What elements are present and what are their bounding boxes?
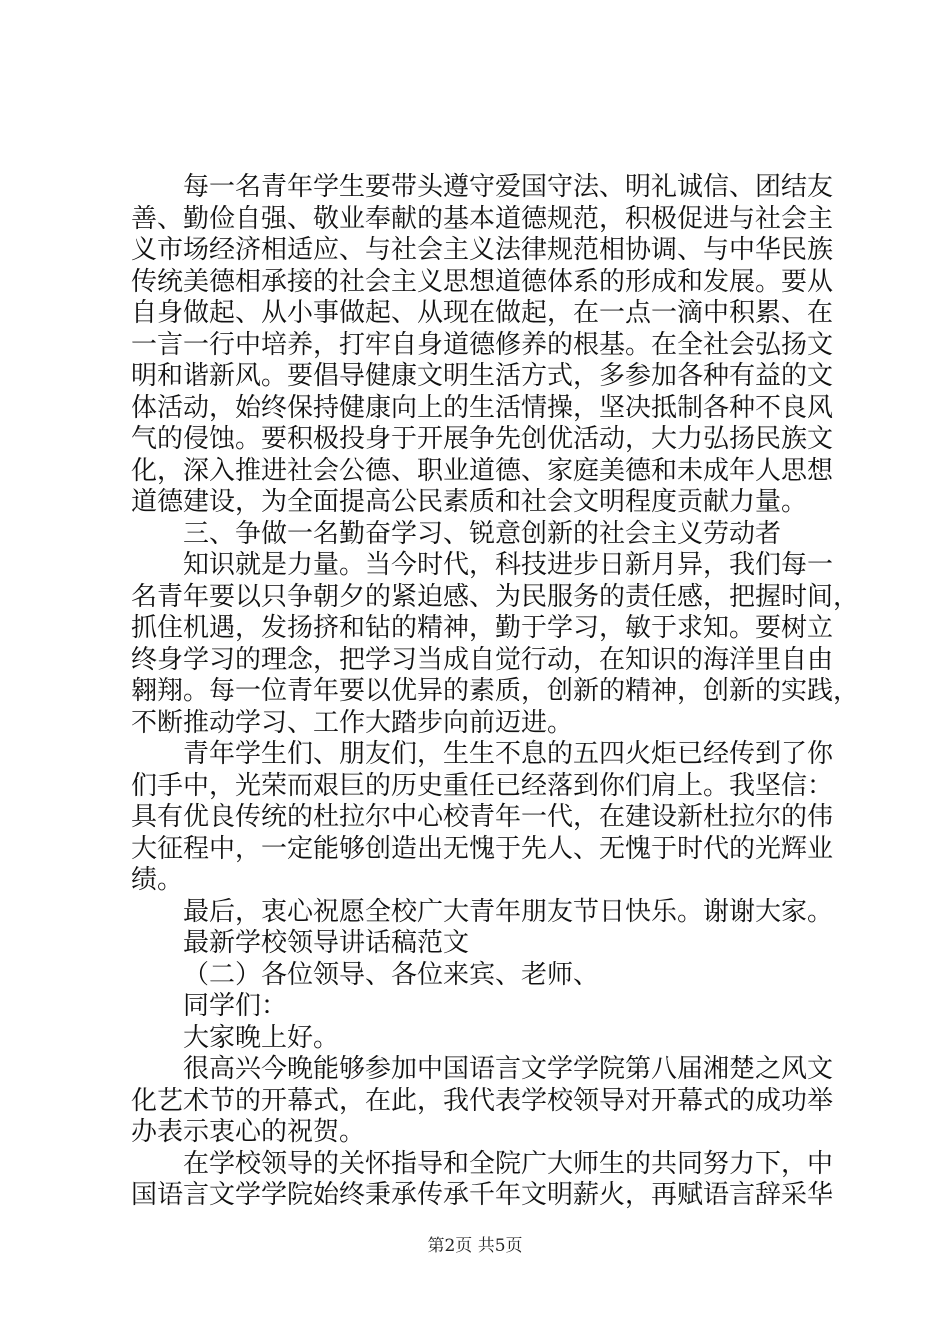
- text-line: 很高兴今晚能够参加中国语言文学学院第八届湘楚之风文: [183, 1054, 834, 1084]
- text-line: 绩。: [131, 865, 184, 895]
- text-line: 每一名青年学生要带头遵守爱国守法、明礼诚信、团结友: [183, 172, 834, 202]
- text-line: 义市场经济相适应、与社会主义法律规范相协调、与中华民族: [131, 235, 834, 265]
- text-line: 抓住机遇，发扬挤和钻的精神，勤于学习，敏于求知。要树立: [131, 613, 834, 643]
- page-number-footer: 第2页 共5页: [427, 1236, 523, 1256]
- text-line: 最新学校领导讲话稿范文: [183, 928, 470, 958]
- text-line: 翱翔。每一位青年要以优异的素质，创新的精神，创新的实践，: [131, 676, 860, 706]
- text-line: 大征程中，一定能够创造出无愧于先人、无愧于时代的光辉业: [131, 833, 834, 864]
- text-line: 不断推动学习、工作大踏步向前迈进。: [131, 707, 574, 738]
- text-line: 一言一行中培养，打牢自身道德修养的根基。在全社会弘扬文: [131, 329, 834, 360]
- text-line: 传统美德相承接的社会主义思想道德体系的形成和发展。要从: [131, 266, 834, 297]
- text-line: 气的侵蚀。要积极投身于开展争先创优活动，大力弘扬民族文: [131, 424, 834, 454]
- text-line: 大家晚上好。: [183, 1022, 340, 1053]
- text-line: 们手中，光荣而艰巨的历史重任已经落到你们肩上。我坚信：: [131, 770, 834, 801]
- text-line: 国语言文学学院始终秉承传承千年文明薪火，再赋语言辞采华: [131, 1180, 834, 1210]
- text-line: 最后，衷心祝愿全校广大青年朋友节日快乐。谢谢大家。: [183, 896, 834, 927]
- text-line: 化，深入推进社会公德、职业道德、家庭美德和未成年人思想: [131, 455, 834, 486]
- text-line: 自身做起、从小事做起、从现在做起，在一点一滴中积累、在: [131, 298, 834, 328]
- text-line: 在学校领导的关怀指导和全院广大师生的共同努力下，中: [183, 1148, 834, 1179]
- document-body: [131, 172, 860, 1212]
- text-line: 终身学习的理念，把学习当成自觉行动，在知识的海洋里自由: [131, 644, 834, 675]
- text-line: （二）各位领导、各位来宾、老师、: [183, 959, 600, 990]
- text-line: 明和谐新风。要倡导健康文明生活方式，多参加各种有益的文: [131, 361, 834, 391]
- text-line: 名青年要以只争朝夕的紧迫感、为民服务的责任感，把握时间，: [131, 581, 860, 612]
- text-line: 具有优良传统的杜拉尔中心校青年一代，在建设新杜拉尔的伟: [131, 802, 834, 832]
- text-line: 办表示衷心的祝贺。: [131, 1117, 366, 1147]
- text-line: 知识就是力量。当今时代，科技进步日新月异，我们每一: [183, 550, 834, 580]
- text-line: 青年学生们、朋友们，生生不息的五四火炬已经传到了你: [183, 739, 834, 769]
- text-line: 三、争做一名勤奋学习、锐意创新的社会主义劳动者: [183, 518, 782, 549]
- text-line: 体活动，始终保持健康向上的生活情操，坚决抵制各种不良风: [131, 392, 834, 423]
- text-line: 同学们：: [183, 991, 288, 1021]
- text-line: 道德建设，为全面提高公民素质和社会文明程度贡献力量。: [131, 487, 808, 517]
- text-line: 化艺术节的开幕式，在此，我代表学校领导对开幕式的成功举: [131, 1085, 834, 1116]
- text-line: 善、勤俭自强、敬业奉献的基本道德规范，积极促进与社会主: [131, 203, 834, 234]
